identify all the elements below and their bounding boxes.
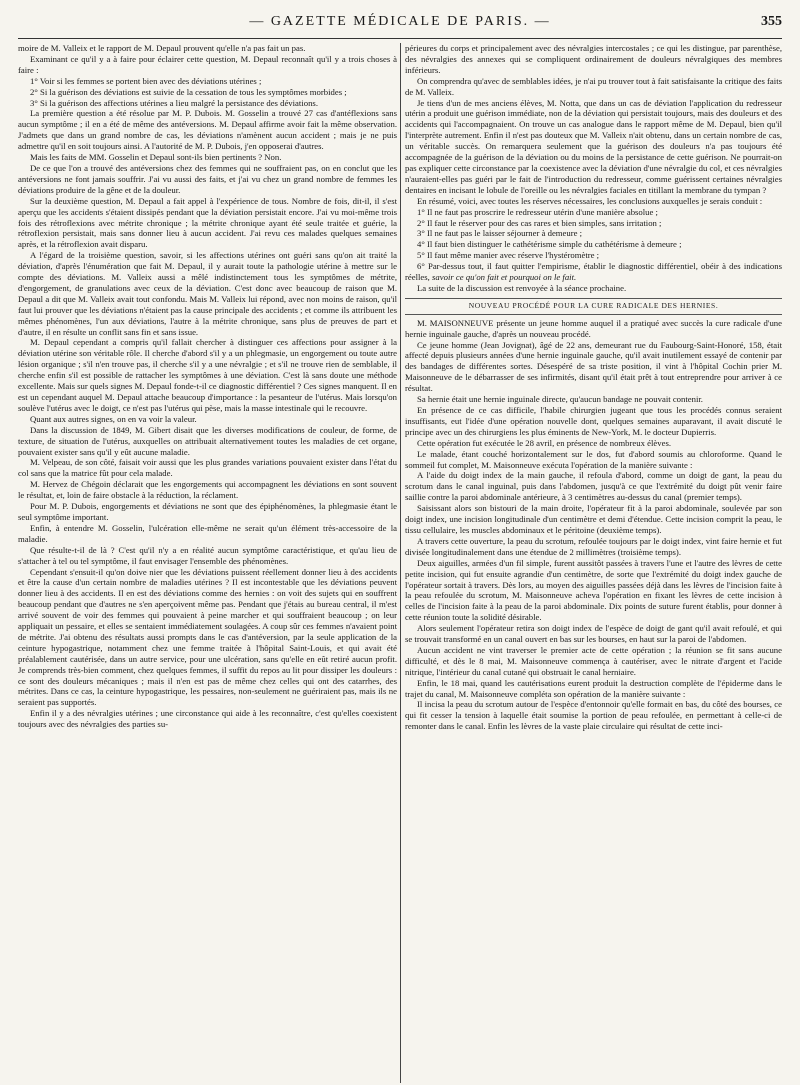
paragraph-text: 4° Il faut bien distinguer le cathétérisme simple du cathétérisme à demeure ; bbox=[417, 239, 682, 250]
journal-title: — GAZETTE MÉDICALE DE PARIS. — bbox=[249, 14, 551, 29]
paragraph bbox=[405, 76, 782, 98]
right-column bbox=[405, 43, 782, 1083]
paragraph-text: Alors seulement l'opérateur retira son doigt index de l'espèce de doigt de gant qu'il avait refoulé, et qui se trouvait transformé en un canal ouvert en bas sur les bourses, en haut sur la paroi de l'abdomen. bbox=[405, 623, 782, 645]
paragraph-text: A l'aide du doigt index de la main gauche, il refoula d'abord, comme un doigt de gant, la peau du scrotum dans le canal inguinal, puis dans l'abdomen, jusqu'à ce que l'extrémité du doigt pût venir faire saillie contre la paroi abdominale antérieure, à 3 centimètres au-dessus du canal (premier temps). bbox=[405, 470, 782, 503]
paragraph-text: 1° Voir si les femmes se portent bien avec des déviations utérines ; bbox=[30, 75, 262, 86]
paragraph bbox=[18, 425, 397, 458]
list-item bbox=[405, 218, 782, 229]
paragraph bbox=[405, 340, 782, 395]
right-column-part-b bbox=[405, 318, 782, 732]
list-item bbox=[405, 261, 782, 283]
paragraph-text: Je tiens d'un de mes anciens élèves, M. Notta, que dans un cas de déviation l'application du redresseur utérin a produit une guérison immédiate, non de la déviation qui persistait toujours, mais des douleurs et des accidents qui l'accompagnaient. On trouve un cas analogue dans le rapport même de M. Depaul, bien qu'il l'interprète autrement. Enfin il n'est pas douteux que M. Valleix n'ait obtenu, dans un certain nombre de cas, un véritable succès. On remarquera seulement que la guérison des douleurs n'a pas toujours été accompagnée de la guérison de la déviation ou du moins de la persistance de cette guérison. Ne pourrait-on pas expliquer cette circonstance par la coexistence avec la déviation d'une névralgie du col, et ces névralgies n'auraient-elles pas guéri par le fait de l'introduction du redresseur, comme guérissent certaines névralgies dentaires en incisant le lobule de l'oreille ou les névralgies faciales en titillant la membrane du tympan ? bbox=[405, 97, 782, 195]
paragraph bbox=[18, 479, 397, 501]
paragraph bbox=[405, 394, 782, 405]
paragraph bbox=[405, 558, 782, 623]
paragraph bbox=[18, 108, 397, 152]
paragraph bbox=[18, 523, 397, 545]
paragraph-text: Il incisa la peau du scrotum autour de l'espèce d'entonnoir qu'elle formait en bas, du côté des bourses, ce qui fit cesser la tension à laquelle était soumise la portion de peau refoulée, en permettant à celle-ci de remonter dans le canal. Enfin les lèvres de la vaste plaie circulaire qui résultat de cette inci- bbox=[405, 699, 782, 732]
paragraph-text: 3° Il ne faut pas le laisser séjourner à demeure ; bbox=[417, 228, 583, 239]
paragraph-text: Mais les faits de MM. Gosselin et Depaul sont-ils bien pertinents ? Non. bbox=[30, 152, 282, 163]
paragraph-text: Examinant ce qu'il y a à faire pour éclairer cette question, M. Depaul reconnaît qu'il y a trois choses à faire : bbox=[18, 53, 397, 75]
page-header bbox=[18, 14, 782, 39]
section-title: NOUVEAU PROCÉDÉ POUR LA CURE RADICALE DES HERNIES. bbox=[405, 298, 782, 315]
paragraph-text: Deux aiguilles, armées d'un fil simple, furent aussitôt passées à travers l'une et l'autre des lèvres de cette petite incision, qui fut ensuite agrandie d'un centimètre, de sorte que l'extrémité du doigt index gauche de l'opérateur sortait à travers. Dès lors, au moyen des aiguilles passées déjà dans les lèvres de l'incision faite à la peau refoulée du scrotum, M. Maisonneuve acheva l'opération en fixant les lèvres de cette incision à celles de l'incision faite à la peau de la paroi abdominale. Dix points de suture furent établis, pour donner à cette réunion toute la solidité désirable. bbox=[405, 557, 782, 623]
paragraph-text: Enfin, le 18 mai, quand les cautérisations eurent produit la destruction complète de l'épiderme dans le trajet du canal, M. Maisonneuve compléta son opération de la manière suivante : bbox=[405, 677, 782, 699]
paragraph bbox=[405, 196, 782, 207]
paragraph-text: 2° Si la guérison des déviations est suivie de la cessation de tous les symptômes morbides ; bbox=[30, 86, 347, 97]
paragraph-text: 5° Il faut même manier avec réserve l'hystéromètre ; bbox=[417, 250, 600, 261]
list-item bbox=[405, 228, 782, 239]
paragraph bbox=[18, 501, 397, 523]
list-item bbox=[405, 207, 782, 218]
list-item bbox=[18, 76, 397, 87]
paragraph-text: Sa hernie était une hernie inguinale directe, qu'aucun bandage ne pouvait contenir. bbox=[417, 394, 703, 405]
paragraph bbox=[405, 623, 782, 645]
paragraph-text: La suite de la discussion est renvoyée à la séance prochaine. bbox=[417, 282, 627, 293]
list-item bbox=[405, 250, 782, 261]
paragraph-text: 6° Par-dessus tout, il faut quitter l'empirisme, établir le diagnostic différentiel, obéir à des indications réelles, bbox=[405, 261, 782, 283]
paragraph-text: moire de M. Valleix et le rapport de M. Depaul prouvent qu'elle n'a pas fait un pas. bbox=[18, 43, 306, 53]
paragraph bbox=[18, 196, 397, 251]
paragraph-text: De ce que l'on a trouvé des antéversions chez des femmes qui ne souffraient pas, on en conclut que les antéversions ne font jamais souffrir. J'ai vu aussi des faits, et j'ai vu chez un grand nombre de femmes les déviations produire de la gêne et de la douleur. bbox=[18, 162, 397, 195]
right-column-part-a bbox=[405, 43, 782, 294]
paragraph bbox=[405, 318, 782, 340]
paragraph-text: Cette opération fut exécutée le 28 avril, en présence de nombreux élèves. bbox=[417, 437, 671, 448]
list-item bbox=[18, 98, 397, 109]
paragraph-text: 3° Si la guérison des affections utérines a lieu malgré la persistance des déviations. bbox=[30, 97, 318, 108]
paragraph bbox=[18, 54, 397, 76]
paragraph-text: A travers cette ouverture, la peau du scrotum, refoulée toujours par le doigt index, vint faire hernie et fut divisée longitudinalement dans une étendue de 2 millimètres (troisième temps). bbox=[405, 535, 782, 557]
paragraph bbox=[405, 645, 782, 678]
paragraph-text: M. Velpeau, de son côté, faisait voir aussi que les plus grandes variations pouvaient exister dans l'état du col sans que la matrice fût pour cela malade. bbox=[18, 457, 397, 479]
paragraph-text: M. Hervez de Chégoin déclarait que les engorgements qui accompagnent les déviations en sont souvent le résultat, et, loin de faire obstacle à la réduction, la réclament. bbox=[18, 479, 397, 501]
paragraph-text: A l'égard de la troisième question, savoir, si les affections utérines ont guéri sans qu'on ait traité la déviation, d'après l'énumération que fait M. Depaul, il y aurait toute la pathologie utérine à mettre sur le compte des déviations. M. Valleix aussi a mêlé indistinctement tous les symptômes de métrite, d'engorgement, de granulations avec ceux de la déviation. C'est donc avec beaucoup de raison que M. Depaul a dit que M. Valleix avait tout confondu. Mais M. Valleix lui répond, avec non moins de raison, qu'il faut lui prouver que les déviations n'étaient pas la cause principale des accidents ; et comme ils attribuent les mêmes phénomènes, l'un aux déviations, l'autre à la métrite chronique, sans plus de preuves de part et d'autre, il en résulte un conflit sans fin et sans issue. bbox=[18, 250, 397, 337]
paragraph bbox=[405, 43, 782, 76]
paragraph bbox=[18, 708, 397, 730]
paragraph bbox=[18, 567, 397, 709]
paragraph-text: Aucun accident ne vint traverser le premier acte de cette opération ; la réunion se fit sans aucune difficulté, et dès le 8 mai, M. Maisonneuve commença à cautériser, avec le nitrate d'argent et l'acide nitrique, l'intérieur du canal cutané qui obstruait le canal herniaire. bbox=[405, 644, 782, 677]
paragraph-text: On comprendra qu'avec de semblables idées, je n'ai pu trouver tout à fait satisfaisante la critique des faits de M. Valleix. bbox=[405, 75, 782, 97]
paragraph-text: Pour M. P. Dubois, engorgements et déviations ne sont que des épiphénomènes, la phlegmasie étant le seul symptôme important. bbox=[18, 501, 397, 522]
page-number: 355 bbox=[761, 14, 782, 29]
emphasis-text: savoir ce qu'on fait et pourquoi on le fait. bbox=[432, 272, 577, 283]
left-column bbox=[18, 43, 397, 1083]
paragraph bbox=[18, 414, 397, 425]
paragraph-text: 2° Il faut le réserver pour des cas rares et bien simples, sans irritation ; bbox=[417, 217, 662, 228]
paragraph-text: En résumé, voici, avec toutes les réserves nécessaires, les conclusions auxquelles je serais conduit : bbox=[417, 195, 763, 206]
paragraph-text: M. MAISONNEUVE présente un jeune homme auquel il a pratiqué avec succès la cure radicale d'une hernie inguinale gauche, d'après un nouveau procédé. bbox=[405, 317, 782, 339]
paragraph bbox=[405, 98, 782, 196]
paragraph bbox=[18, 457, 397, 479]
paragraph-text: En présence de ce cas difficile, l'habile chirurgien jugeant que tous les procédés connus seraient insuffisants, eut l'idée d'une opération nouvelle dont, quelques semaines auparavant, il avait discuté le principe avec un des chirurgiens les plus éminents de New-York, M. le docteur Dupierris. bbox=[405, 405, 782, 437]
paragraph bbox=[405, 405, 782, 438]
paragraph bbox=[405, 438, 782, 449]
paragraph bbox=[405, 536, 782, 558]
column-divider bbox=[400, 43, 401, 1083]
paragraph bbox=[405, 449, 782, 471]
paragraph-text: Cependant s'ensuit-il qu'on doive nier que les déviations puissent réellement donner lieu à des accidents et être la cause d'un certain nombre de maladies utérines ? Il est incontestable que les déviations peuvent donner lieu à des accidents. Il en est des déviations comme des hernies : on voit des sujets qui en souffrent beaucoup pendant que d'autres ne s'en aperçoivent même pas. Pendant que j'étais au bureau central, il m'est arrivé souvent de voir des femmes qui pouvaient à peine marcher et qui souffraient beaucoup ; on leur appliquait un pessaire, et elles se sentaient immédiatement soulagées. A coup sûr ces femmes n'avaient point de métrite. J'ai obtenu des résultats aussi prompts dans le cas d'antéversion, par la seule application de la ceinture hypogastrique, notamment chez une femme traitée à l'hôpital Saint-Louis, et qui avait été préalablement cautérisée, dans un autre service, pour une ulcération, sans qu'elle en eût retiré aucun profit. Je comprends très-bien comment, chez quelques femmes, il suffit du repos au lit pour dissiper les douleurs : ce sont des douleurs mécaniques ; mais il n'en est pas de même chez celles qui ont des catarrhes, des métrites. Dans ce cas, la ceinture hypogastrique, les pessaires, non-seulement ne guériraient pas, mais ils ne seraient pas supportés. bbox=[18, 566, 397, 708]
paragraph-text: 1° Il ne faut pas proscrire le redresseur utérin d'une manière absolue ; bbox=[417, 206, 658, 217]
columns bbox=[18, 43, 782, 1083]
paragraph-text: Dans la discussion de 1849, M. Gibert disait que les diverses modifications de couleur, de forme, de texture, de situation de l'utérus, auxquelles on attribuait alternativement toutes les maladies de cet organe, pouvaient exister sans qu'il y eût aucune maladie. bbox=[18, 424, 397, 457]
paragraph-text: Saisissant alors son bistouri de la main droite, l'opérateur fit à la paroi abdominale, soulevée par son doigt index, une incision longitudinale d'un centimètre et demi d'étendue. Cette incision comprit la peau, le tissu cellulaire, les muscles abdominaux et le péritoine (deuxième temps). bbox=[405, 503, 782, 535]
paragraph bbox=[405, 678, 782, 700]
paragraph bbox=[405, 699, 782, 732]
paragraph bbox=[18, 43, 397, 54]
paragraph-text: M. Depaul cependant a compris qu'il fallait chercher à distinguer ces affections pour assigner à la déviation utérine son véritable rôle. Il cherche d'abord s'il y a un phlegmasie, un engorgement ou toute autre lésion organique ; s'il n'en trouve pas, il cherche s'il y a une névralgie ; et s'il ne trouve rien de semblable, il cherche enfin s'il est possible de rattacher les symptômes à une déviation. C'est là sans doute une méthode excellente. Mais sur quels signes M. Depaul fonde-t-il ce diagnostic différentiel ? Ces signes manquent. Il en est un cependant auquel M. Depaul attache beaucoup d'importance : la pesanteur de l'utérus. Mais lorsqu'on soulève l'utérus avec le doigt, ce n'est pas l'utérus qui pèse, mais la masse intestinale qui le recouvre. bbox=[18, 337, 397, 413]
paragraph-text: périeures du corps et principalement avec des névralgies intercostales ; ce qui les distingue, par parenthèse, des névralgies des annexes qui se compliquent ordinairement de douleurs névralgiques des membres inférieurs. bbox=[405, 43, 782, 75]
paragraph bbox=[18, 337, 397, 413]
paragraph bbox=[18, 152, 397, 163]
list-item bbox=[18, 87, 397, 98]
paragraph-text: Quant aux autres signes, on en va voir la valeur. bbox=[30, 413, 197, 424]
paragraph bbox=[18, 163, 397, 196]
paragraph bbox=[405, 283, 782, 294]
paragraph-text: Sur la deuxième question, M. Depaul a fait appel à l'expérience de tous. Nombre de fois, dit-il, il s'est aperçu que les accidents s'étaient dissipés pendant que la déviation persistait encore. J'ai vu moi-même trois fois des rétroflexions avec métrite chronique ; la métrite chronique ayant été seule traitée et guérie, la rétroflexion persistait, mais sans donner lieu à aucun accident. J'ai revu ces malades quelques semaines après, et la rétroflexion avait disparu. bbox=[18, 195, 397, 250]
paragraph bbox=[18, 545, 397, 567]
paragraph-text: Le malade, étant couché horizontalement sur le dos, fut d'abord soumis au chloroforme. Quand le sommeil fut complet, M. Maisonneuve exécuta l'opération de la manière suivante : bbox=[405, 448, 782, 470]
list-item bbox=[405, 239, 782, 250]
paragraph bbox=[405, 503, 782, 536]
paragraph-text: Enfin il y a des névralgies utérines ; une circonstance qui aide à les reconnaître, c'est qu'elles coexistent toujours avec des névralgies des parties su- bbox=[18, 708, 397, 730]
paragraph bbox=[18, 250, 397, 337]
paragraph bbox=[405, 470, 782, 503]
paragraph-text: Que résulte-t-il de là ? C'est qu'il n'y a en réalité aucun symptôme caractéristique, et qu'au lieu de s'attacher à tel ou tel symptôme, il faut envisager l'ensemble des phénomènes. bbox=[18, 544, 397, 566]
paragraph-text: Ce jeune homme (Jean Jovignat), âgé de 22 ans, demeurant rue du Faubourg-Saint-Honoré, 158, était affecté depuis plusieurs années d'une hernie inguinale gauche, qu'il avait inutilement essayé de contenir par des bandages de différentes sortes. Désespéré de sa triste position, il vint à l'hôpital Cochin prier M. Maisonneuve de le débarrasser de ses infirmités, disant qu'il était prêt à tout entreprendre pour arriver à ce résultat. bbox=[405, 339, 782, 394]
paragraph-text: La première question a été résolue par M. P. Dubois. M. Gosselin a trouvé 27 cas d'antéflexions sans aucun symptôme ; il en a été de même des antéversions. M. Depaul affirme avoir fait la même observation. J'admets que dans un grand nombre de cas, les déviations n'amènent aucun accident ; mais je ne puis admettre qu'il en soit toujours ainsi. A l'autorité de M. P. Dubois, j'en opposerai d'autres. bbox=[18, 108, 397, 152]
paragraph-text: Enfin, à entendre M. Gosselin, l'ulcération elle-même ne serait qu'un élément très-accessoire de la maladie. bbox=[18, 522, 397, 544]
